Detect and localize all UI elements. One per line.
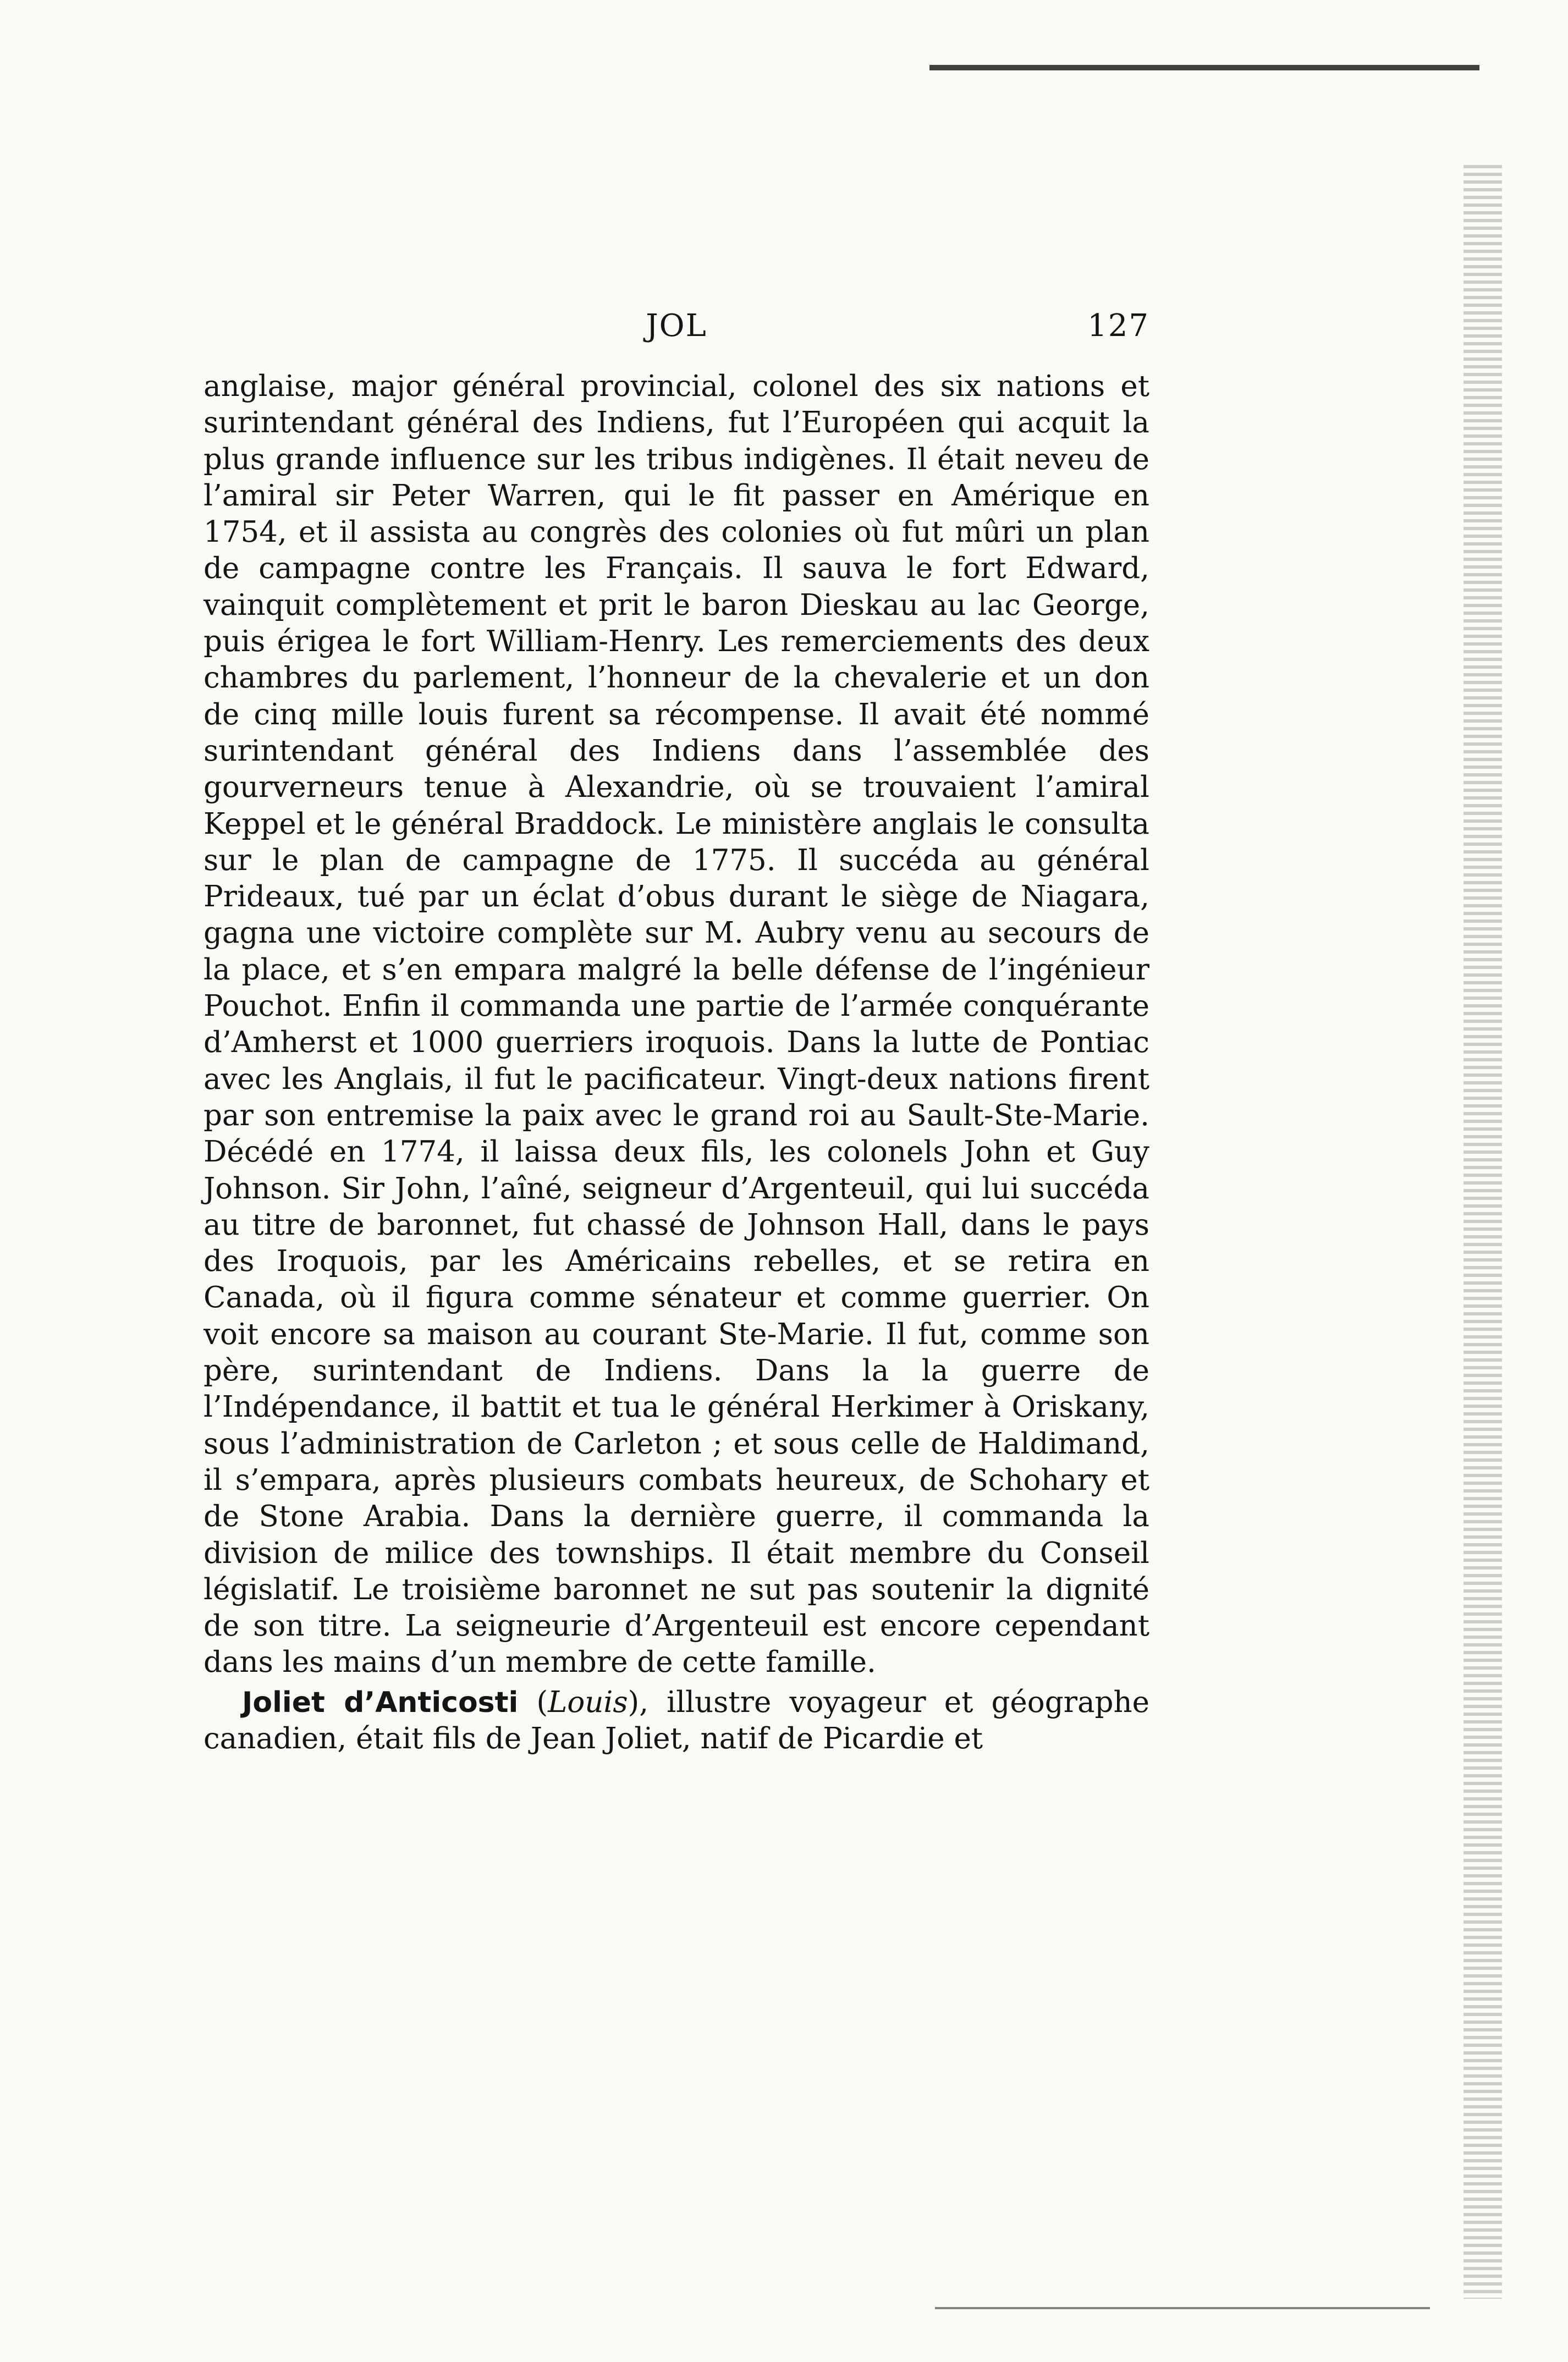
entry-name-close: ), (628, 1685, 649, 1719)
entry-name-open: ( (518, 1685, 548, 1719)
binding-edge-shadow (1464, 165, 1502, 2299)
entry-text: illustre voyageur et géographe canadien, était fils de Jean Joliet, natif de Picardie et (203, 1685, 1149, 1755)
page-header (203, 308, 1149, 357)
page-number: 127 (1087, 308, 1149, 344)
continued-paragraph: anglaise, major général provincial, colonel des six nations et surintendant général des Indiens, fut l’Européen qui acquit la plus grande influence sur les tribus indigènes. Il était neveu de l’amiral sir Peter Warren, qui le fit passer en Amérique en 1754, et il assista au congrès des colonies où fut mûri un plan de campagne contre les Français. Il sauva le fort Edward, vainquit complètement et prit le baron Dieskau au lac George, puis érigea le fort William-Henry. Les remerciements des deux chambres du parlement, l’honneur de la chevalerie et un don de cinq mille louis furent sa récompense. Il avait été nommé surintendant général des Indiens dans l’assemblée des gourverneurs tenue à Alexandrie, où se trouvaient l’amiral Keppel et le général Braddock. Le ministère anglais le consulta sur le plan de campagne de 1775. Il succéda au général Prideaux, tué par un éclat d’obus durant le siège de Niagara, gagna une victoire complète sur M. Aubry venu au secours de la place, et s’en empara malgré la belle défense de l’ingénieur Pouchot. Enfin il commanda une partie de l’armée conquérante d’Amherst et 1000 guerriers iroquois. Dans la lutte de Pontiac avec les Anglais, il fut le pacificateur. Vingt-deux nations firent par son entremise la paix avec le grand roi au Sault-Ste-Marie. Décédé en 1774, il laissa deux fils, les colonels John et Guy Johnson. Sir John, l’aîné, seigneur d’Argenteuil, qui lui succéda au titre de baronnet, fut chassé de Johnson Hall, dans le pays des Iroquois, par les Américains rebelles, et se retira en Canada, où il figura comme sénateur et comme guerrier. On voit encore sa maison au courant Ste-Marie. Il fut, comme son père, surintendant de Indiens. Dans la la guerre de l’Indépendance, il battit et tua le général Herkimer à Oriskany, sous l’administration de Carleton ; et sous celle de Haldimand, il s’empara, après plusieurs combats heureux, de Schohary et de Stone Arabia. Dans la dernière guerre, il commanda la division de milice des townships. Il était membre du Conseil législatif. Le troisième baronnet ne sut pas soutenir la dignité de son titre. La seigneurie d’Argenteuil est encore cependant dans les mains d’un membre de cette famille. (203, 370, 1149, 1680)
top-scan-rule (929, 65, 1479, 70)
running-head: JOL (646, 308, 707, 344)
entry-given-name: Louis (548, 1685, 628, 1719)
page-body (203, 368, 1149, 1757)
bottom-scan-rule (935, 2307, 1430, 2309)
entry-headword: Joliet d’Anticosti (242, 1686, 519, 1719)
dictionary-entry (203, 1684, 1149, 1758)
